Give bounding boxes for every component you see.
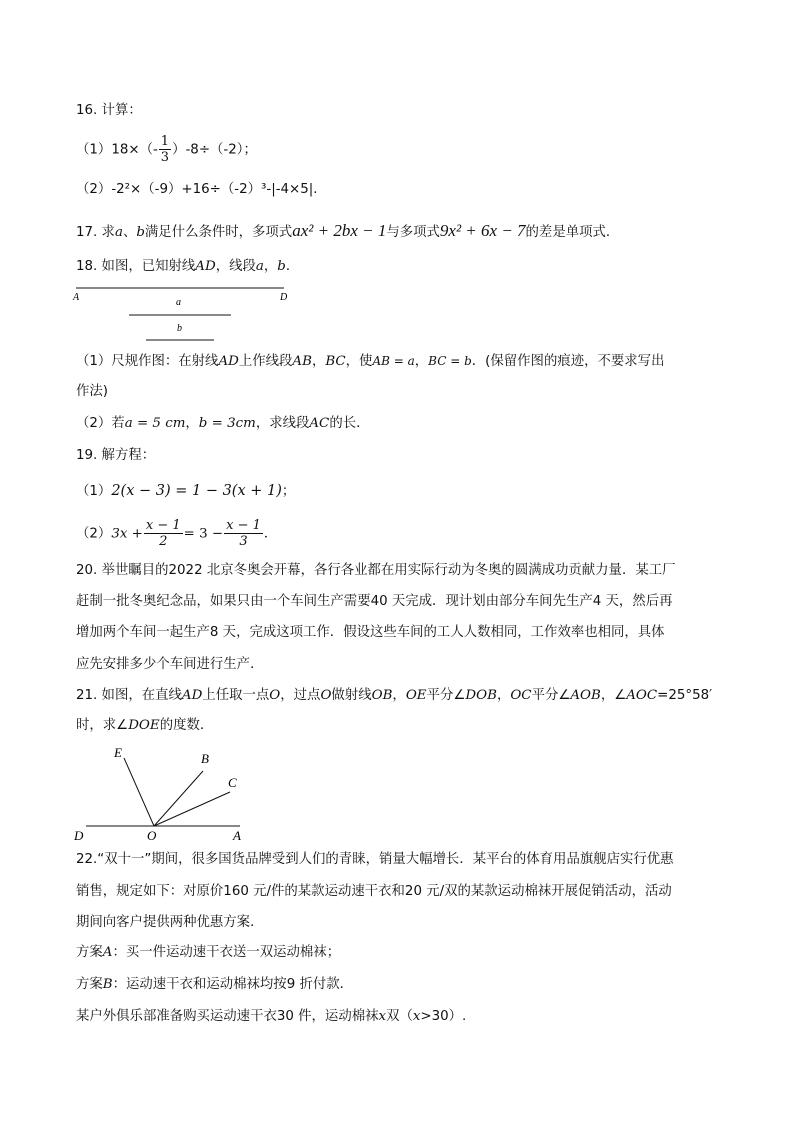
- q22-l6c: >30）.: [420, 1009, 467, 1024]
- q21-l1g: ，: [496, 688, 511, 703]
- q21-l1f: 平分∠: [426, 688, 466, 703]
- q22-l6b: 双（: [386, 1009, 413, 1024]
- q21-l1b: 上任取一点: [202, 688, 270, 703]
- q20-line1: 20. 举世瞩目的2022 北京冬奥会开幕，各行各业都在用实际行动为冬奥的圆满成功贡献力量．某工厂: [76, 563, 676, 578]
- q22-line6: [76, 1007, 466, 1027]
- q17-sep: 、: [122, 225, 137, 240]
- q21-aob: AOB: [570, 688, 601, 703]
- q18-a: a: [255, 259, 264, 274]
- q18-p1-mid: 上作线段: [238, 354, 293, 369]
- q19-title: 19. 解方程：: [76, 448, 156, 463]
- q20-line2: 赶制一批冬奥纪念品，如果只由一个车间生产需要40 天完成．现计划由部分车间先生产4 天，然后再: [76, 594, 673, 609]
- q19-p2-mid: = 3 −: [183, 526, 224, 542]
- q18-part1-line2: 作法): [76, 384, 109, 399]
- q21-ob: OB: [371, 688, 393, 703]
- q21-ray-ob: [154, 771, 203, 826]
- q21-l1c: ，过点: [280, 688, 321, 703]
- q16-part2-label: （2）: [76, 182, 112, 197]
- q19-frac2-num: x − 1: [226, 518, 261, 533]
- q19-frac1-den: 2: [159, 534, 168, 549]
- q18-p1-eq1: AB = a: [372, 354, 415, 368]
- q22-l5b: ：运动速干衣和运动棉袜均按9 折付款．: [112, 977, 354, 992]
- q21-dob: DOB: [465, 688, 497, 703]
- q17-post: 的差是单项式．: [525, 225, 620, 240]
- q18-p1-bc: BC: [325, 354, 346, 369]
- q17-poly1: ax² + 2bx − 1: [292, 221, 387, 240]
- q19-p1-post: ；: [281, 484, 296, 499]
- q22-x2: x: [412, 1009, 421, 1024]
- q22-x: x: [378, 1009, 387, 1024]
- q18-sep: ，: [263, 259, 278, 274]
- q19-p2-pre: 3x +: [111, 526, 143, 542]
- q17-var-a: a: [114, 225, 123, 240]
- q21-doe: DOE: [128, 718, 160, 733]
- q17-poly2: 9x² + 6x − 7: [439, 221, 526, 240]
- q17-mid: 满足什么条件时，多项式: [144, 225, 293, 240]
- q17-var-b: b: [136, 225, 145, 240]
- q19-p1-eq: 2(x − 3) = 1 − 3(x + 1): [111, 483, 282, 499]
- q19-p2-label: （2）: [76, 526, 112, 542]
- q19-p1-label: （1）: [76, 484, 112, 499]
- q18-p2-mid: ，求线段: [255, 416, 310, 431]
- q20-line3: 增加两个车间一起生产8 天，完成这项工作．假设这些车间的工人人数相同，工作效率也相同，具体: [76, 625, 665, 640]
- q22-l4b: ：买一件运动速干衣送一双运动棉袜；: [112, 945, 341, 960]
- q18-p1-ab: AB: [292, 354, 312, 369]
- q18-p1-post: ．(保留作图的痕迹，不要求写出: [471, 354, 665, 369]
- q21-o2: O: [320, 688, 332, 703]
- q16-part1-pre: 18×（-: [111, 142, 158, 158]
- q18-p2-comma: ，: [185, 416, 199, 431]
- q21-label-c: C: [228, 775, 237, 790]
- q21-l2b: 的度数．: [159, 718, 214, 733]
- q18-p1-eq2: BC = b: [428, 354, 472, 368]
- q21-l1a: 21. 如图，在直线: [76, 688, 182, 703]
- q21-l1h: 平分∠: [531, 688, 571, 703]
- q18-p2-eq1: a = 5 cm: [124, 416, 186, 431]
- q19-frac2-den: 3: [239, 534, 248, 549]
- q18-label-a-point: A: [73, 292, 80, 303]
- q18-p2-eq2: b = 3cm: [198, 416, 256, 431]
- q19-p2-post: ．: [263, 526, 278, 542]
- q18-p1-comma2: ，: [414, 354, 429, 369]
- q21-l2a: 时，求∠: [76, 718, 129, 733]
- q19-frac1-num: x − 1: [145, 518, 181, 533]
- q21-oe: OE: [405, 688, 427, 703]
- q22-line5: [76, 975, 353, 995]
- q22-plan-b: B: [102, 977, 113, 992]
- q22-line4: [76, 943, 340, 963]
- q21-l1e: ，: [392, 688, 406, 703]
- q16-title: 16. 计算：: [76, 103, 142, 118]
- q16-part1-label: （1）: [76, 142, 112, 158]
- q18-label-seg-b: b: [177, 323, 182, 334]
- q18-label-d-point: D: [280, 292, 288, 303]
- q22-l4a: 方案: [76, 945, 103, 960]
- q18-label-seg-a: a: [176, 297, 181, 308]
- q21-label-o: O: [147, 828, 157, 843]
- q21-aoc: AOC: [626, 688, 658, 703]
- q18-p1-mid2: ，使: [345, 354, 373, 369]
- q18-p1-pre: （1）尺规作图：在射线: [76, 354, 219, 369]
- q22-plan-a: A: [102, 945, 113, 960]
- q18-p2-pre: （2）若: [76, 416, 125, 431]
- q22-line2: 销售，规定如下：对原价160 元/件的某款运动速干衣和20 元/双的某款运动棉袜开展促销活动，活动: [76, 884, 672, 899]
- q21-label-a: A: [233, 828, 241, 843]
- q16-frac-num: 1: [160, 134, 170, 149]
- q18-p1-comma: ，: [311, 354, 326, 369]
- q21-label-d: D: [74, 828, 84, 843]
- q22-l5a: 方案: [76, 977, 103, 992]
- q18-p1-ray: AD: [218, 354, 239, 369]
- q18-mid: ，线段: [215, 259, 256, 274]
- q21-label-b: B: [201, 751, 209, 766]
- q20-line4: 应先安排多少个车间进行生产．: [76, 657, 264, 672]
- q21-l1d: 做射线: [331, 688, 372, 703]
- q22-line3: 期间向客户提供两种优惠方案．: [76, 915, 264, 930]
- q22-line1: 22.“双十一”期间，很多国货品牌受到人们的青睐，销量大幅增长．某平台的体育用品旗舰店实行优惠: [76, 852, 674, 867]
- q16-part1-post: ）-8÷（-2）；: [172, 142, 257, 158]
- q17-pre: 17. 求: [76, 225, 115, 240]
- q16-part2-text: -2²×（-9）+16÷（-2）³-|-4×5|．: [111, 182, 327, 197]
- q16-frac-den: 3: [160, 150, 170, 165]
- q17-mid2: 与多项式: [386, 225, 440, 240]
- q18-b: b: [277, 259, 286, 274]
- q22-l6a: 某户外俱乐部准备购买运动速干衣30 件，运动棉袜: [76, 1009, 379, 1024]
- q21-l1i: ，∠: [600, 688, 627, 703]
- q21-o: O: [269, 688, 281, 703]
- q21-ray-oc: [154, 792, 230, 826]
- q18-end: ．: [285, 259, 300, 274]
- q18-p2-seg: AC: [309, 416, 330, 431]
- q18-ray: AD: [195, 259, 216, 274]
- q21-label-e: E: [114, 745, 122, 760]
- q21-l1j: =25°58′: [657, 688, 713, 703]
- q21-oc: OC: [510, 688, 532, 703]
- q21-ad: AD: [181, 688, 203, 703]
- q18-p2-post: 的长．: [329, 416, 370, 431]
- q18-pre: 18. 如图，已知射线: [76, 259, 196, 274]
- q21-ray-oe: [124, 758, 154, 826]
